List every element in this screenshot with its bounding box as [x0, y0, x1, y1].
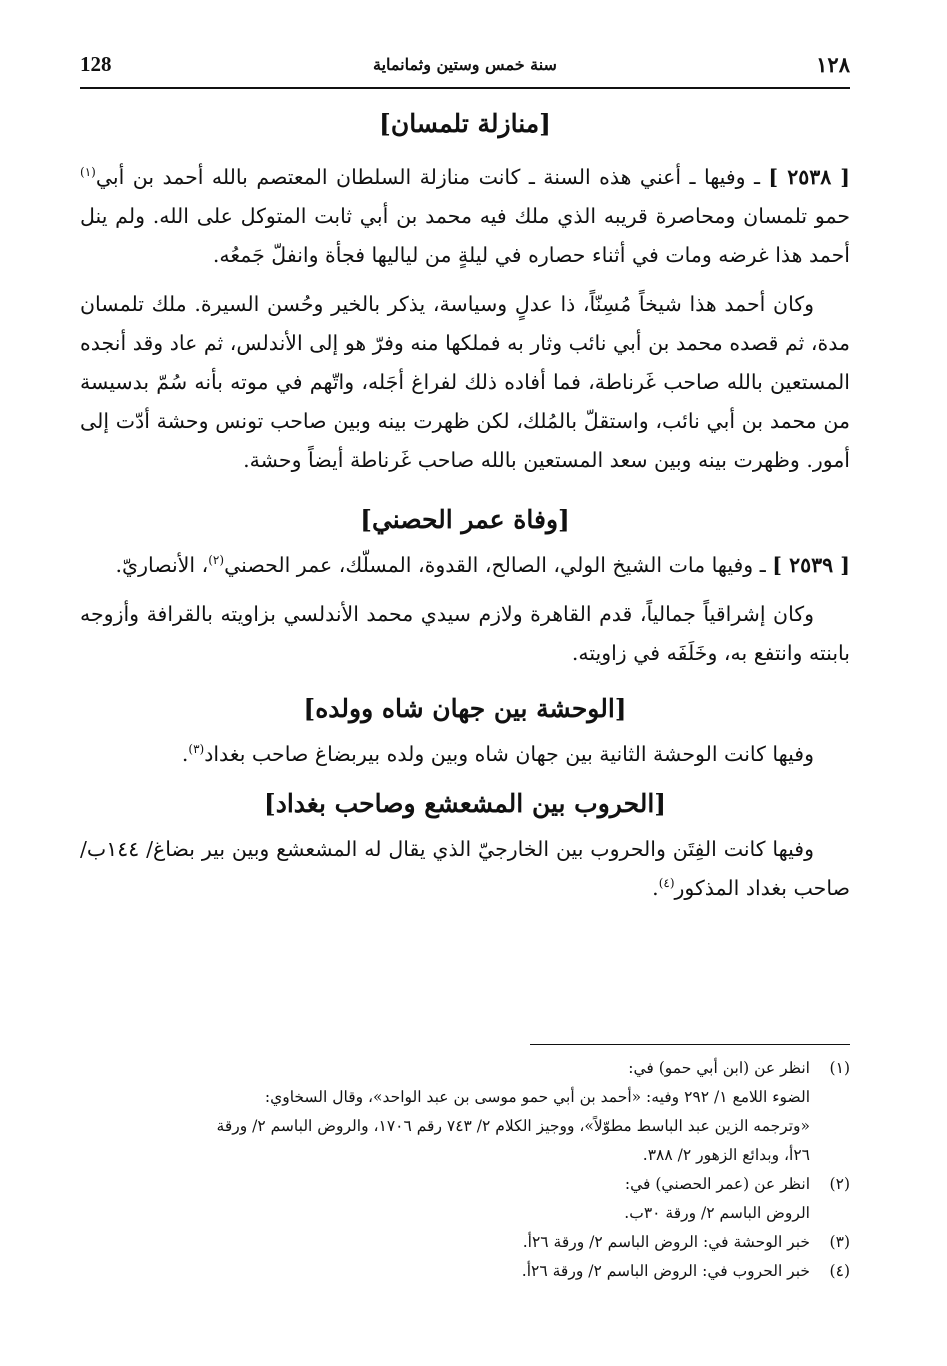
footnotes: [80, 1054, 850, 1286]
footnote-line: ٢٦أ، وبدائع الزهور ٢/ ٣٨٨.: [642, 1146, 810, 1164]
footnote-line: انظر عن (ابن أبي حمو) في:: [628, 1059, 810, 1077]
page-number-latin: 128: [80, 52, 112, 76]
page-number-arabic: ١٢٨: [816, 52, 850, 77]
footnote-line: «وترجمه الزين عبد الباسط مطوّلاً»، ووجيز الكلام ٢/ ٧٤٣ رقم ١٧٠٦، والروض الباسم ٢/ ورقة: [216, 1117, 810, 1135]
section-heading: [الوحشة بين جهان شاه وولده]: [303, 694, 627, 723]
entry-number: [ ٢٥٣٩ ]: [772, 553, 850, 577]
footnote: [80, 1054, 850, 1170]
section-heading: [وفاة عمر الحصني]: [360, 505, 570, 534]
section-heading: [الحروب بين المشعشع وصاحب بغداد]: [263, 789, 667, 818]
footnote-ref: (١): [80, 165, 96, 180]
paragraph-text: وفيها كانت الفِتَن والحروب بين الخارجيّ الذي يقال له المشعشع وبين بير بضاغ/ ١٤٤ب/ صاحب بغداد المذكور: [80, 837, 850, 900]
footnote-mark: (٤): [829, 1262, 850, 1280]
footnote-line: الروض الباسم ٢/ ورقة ٣٠ب.: [624, 1204, 810, 1222]
footnote-mark: (١): [829, 1059, 850, 1077]
section-heading: [منازلة تلمسان]: [379, 109, 551, 138]
footnote-mark: (٣): [829, 1233, 850, 1251]
footnote: [80, 1228, 850, 1257]
entry-paragraph: [80, 546, 850, 585]
footnote-line: الضوء اللامع ١/ ٢٩٢ وفيه: «أحمد بن أبي حمو موسى بن عبد الواحد»، وقال السخاوي:: [264, 1088, 810, 1106]
main-text: [80, 104, 850, 908]
running-title: سنة خمس وستين وثمانماية: [373, 55, 557, 74]
footnote: [80, 1257, 850, 1286]
paragraph-text: حمو تلمسان ومحاصرة قريبه الذي ملك فيه محمد بن أبي ثابت المتوكل على الله. ولم ينل أحمد هذا غرضه ومات في أثناء حصاره في ليلةٍ من لياليها فجأة وانفلّ جَمعُه.: [80, 204, 850, 267]
footnote-line: خبر الوحشة في: الروض الباسم ٢/ ورقة ٢٦أ.: [522, 1233, 810, 1251]
footnote-mark: (٢): [829, 1175, 850, 1193]
entry-paragraph: [80, 158, 850, 275]
footnote-ref: (٣): [188, 742, 205, 757]
paragraph-text: ـ وفيها مات الشيخ الولي، الصالح، القدوة، المسلّك، عمر الحصني: [224, 553, 766, 577]
paragraph-text: ، الأنصاريّ.: [115, 553, 209, 577]
footnote: [80, 1170, 850, 1228]
paragraph-text: .: [652, 876, 659, 900]
footnote-line: خبر الحروب في: الروض الباسم ٢/ ورقة ٢٦أ.: [521, 1262, 810, 1280]
footnote-ref: (٤): [658, 876, 675, 891]
paragraph-text: ـ وفيها ـ أعني هذه السنة ـ كانت منازلة السلطان المعتصم بالله أحمد بن أبي: [95, 165, 760, 189]
footnote-line: انظر عن (عمر الحصني) في:: [624, 1175, 810, 1193]
page-header: [80, 52, 850, 84]
paragraph: [80, 830, 850, 908]
paragraph-text: وفيها كانت الوحشة الثانية بين جهان شاه وبين ولده بيربضاغ صاحب بغداد: [204, 742, 814, 766]
footnote-rule: [530, 1044, 850, 1045]
entry-number: [ ٢٥٣٨ ]: [768, 165, 850, 189]
footnote-ref: (٢): [208, 553, 225, 568]
paragraph: وكان إشراقياً جمالياً، قدم القاهرة ولازم سيدي محمد الأندلسي بزاويته بالقرافة وأزوجه بابنته وانتفع به، وخَلَفَه في زاويته.: [80, 602, 850, 665]
paragraph-text: .: [181, 742, 189, 766]
paragraph: وكان أحمد هذا شيخاً مُسِنّاً، ذا عدلٍ وسياسة، يذكر بالخير وحُسن السيرة. ملك تلمسان مدة، ثم قصده محمد بن أبي نائب وثار به فملكها منه وفرّ هو إلى الأندلس، ثم عاد وقد أنجده المستعين بالله صاحب غَرناطة، فما أفاده ذلك لفراغ أجَله، واتّهم في موته بأنه سُمّ بدسيسة من محمد بن أبي نائب، واستقلّ بالمُلك، لكن ظهرت بينه وبين صاحب تونس وحشة أدّت إلى أمور. وظهرت بينه وبين سعد المستعين بالله صاحب غَرناطة أيضاً وحشة.: [80, 292, 850, 472]
header-rule: [80, 87, 850, 89]
paragraph: [80, 735, 850, 774]
